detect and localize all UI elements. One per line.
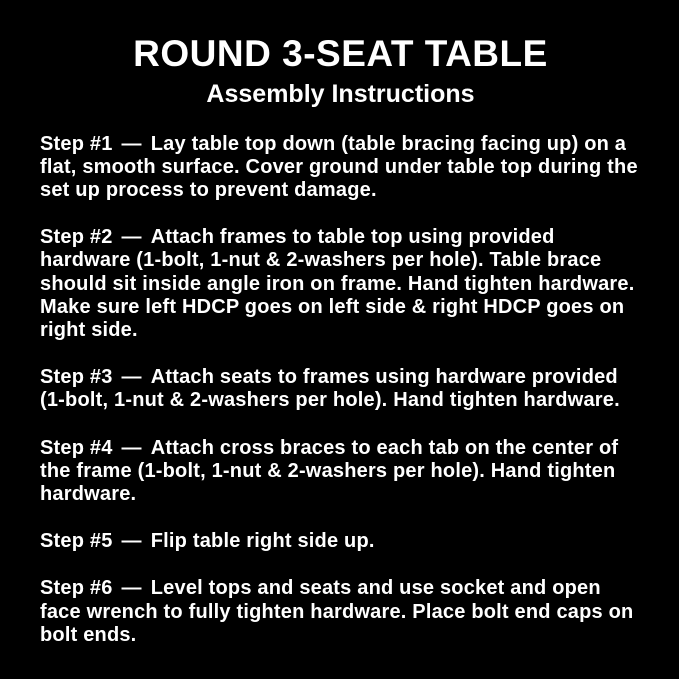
step-6-text: Level tops and seats and use socket and open face wrench to fully tighten hardware. Place bolt end caps on bolt ends. [40,577,634,646]
step-2 [40,226,641,342]
page-subtitle: Assembly Instructions [206,79,475,108]
step-5-label: Step #5 [40,530,113,553]
step-4 [40,437,641,507]
header [40,34,641,109]
step-2-text: Attach frames to table top using provided hardware (1-bolt, 1-nut & 2-washers per hole). Table brace should sit inside angle iron on frame. Hand tighten hardware. Make sure left HDCP goes on left side & right HDCP goes on right side. [40,226,635,341]
step-4-dash: — [121,436,142,459]
step-6 [40,577,641,647]
step-2-label: Step #2 [40,226,113,249]
step-4-text: Attach cross braces to each tab on the center of the frame (1-bolt, 1-nut & 2-washers per hole). Hand tighten hardware. [40,436,619,505]
step-5 [40,530,641,553]
steps-list [40,133,641,647]
step-1-label: Step #1 [40,132,113,155]
step-3-dash: — [121,366,142,389]
step-3 [40,366,641,412]
step-3-text: Attach seats to frames using hardware provided (1-bolt, 1-nut & 2-washers per hole). Hand tighten hardware. [40,366,620,412]
step-3-label: Step #3 [40,366,113,389]
step-1-dash: — [121,132,142,155]
step-5-text: Flip table right side up. [150,530,375,553]
step-5-dash: — [121,530,142,553]
step-1-text: Lay table top down (table bracing facing up) on a flat, smooth surface. Cover ground under table top during the set up process to prevent damage. [40,132,638,202]
step-6-dash: — [121,577,142,600]
step-2-dash: — [121,226,142,249]
page-title: ROUND 3-SEAT TABLE [133,33,548,74]
step-1 [40,133,641,203]
step-4-label: Step #4 [40,436,113,459]
step-6-label: Step #6 [40,577,113,600]
